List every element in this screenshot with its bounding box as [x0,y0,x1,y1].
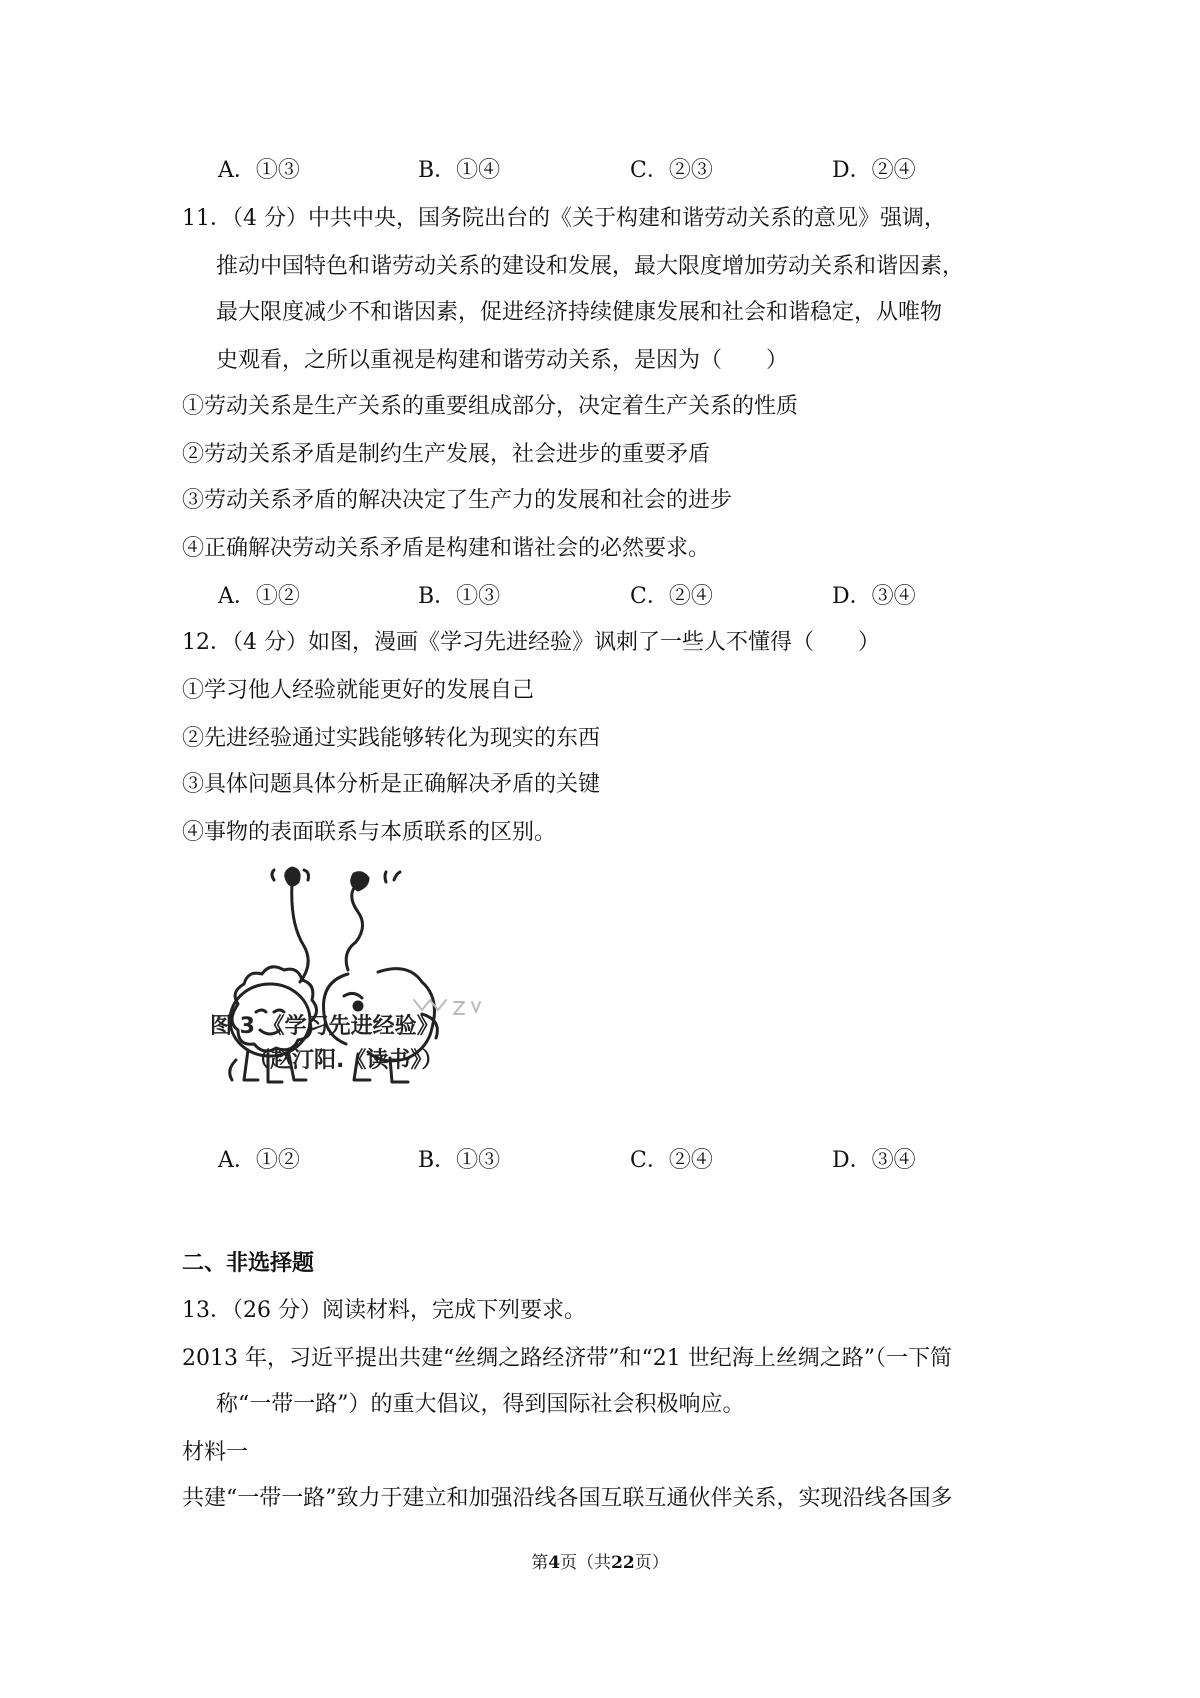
q11-option-b: B．①③ [418,584,501,609]
q12-statement-2: ②先进经验通过实践能够转化为现实的东西 [182,726,601,751]
q11-option-a: A．①② [218,584,300,609]
q10-option-b: B．①④ [418,158,501,183]
footer-middle: 页（共 [560,1553,612,1573]
q10-option-a: A．①③ [218,158,300,183]
q11-statement-3: ③劳动关系矛盾的解决决定了生产力的发展和社会的进步 [182,488,733,513]
figure-caption-title: 图 3 《学习先进经验》 [210,1014,439,1039]
q11-stem-line-3: 最大限度减少不和谐因素，促进经济持续健康发展和社会和谐稳定，从唯物 [216,300,943,325]
footer-prefix: 第 [531,1553,549,1573]
q11-option-c: C．②④ [630,584,713,609]
q13-intro-line-2: 称“一带一路”）的重大倡议，得到国际社会积极响应。 [216,1392,745,1417]
q12-option-b: B．①③ [418,1148,501,1173]
q12-option-a: A．①② [218,1148,300,1173]
q11-statement-1: ①劳动关系是生产关系的重要组成部分，决定着生产关系的性质 [182,394,799,419]
q12-statement-1: ①学习他人经验就能更好的发展自己 [182,678,535,703]
q11-statement-4: ④正确解决劳动关系矛盾是构建和谐社会的必然要求。 [182,536,711,561]
q11-stem-line-1: 11．（4 分）中共中央，国务院出台的《关于构建和谐劳动关系的意见》强调， [182,206,946,231]
q12-statement-4: ④事物的表面联系与本质联系的区别。 [182,820,557,845]
q11-stem-line-4: 史观看，之所以重视是构建和谐劳动关系，是因为（ ） [216,348,789,373]
q12-option-c: C．②④ [630,1148,713,1173]
q11-statement-2: ②劳动关系矛盾是制约生产发展，社会进步的重要矛盾 [182,442,711,467]
q13-intro-line-1: 2013 年，习近平提出共建“丝绸之路经济带”和“21 世纪海上丝绸之路”（一下简 [182,1346,952,1371]
material-label: 材料一 [182,1440,249,1465]
footer-page-number: 4 [548,1553,561,1573]
q11-option-d: D．③④ [832,584,916,609]
q10-option-c: C．②③ [630,158,713,183]
cartoon-figure [208,864,508,1144]
footer-total-pages: 22 [611,1553,635,1573]
q12-stem: 12．（4 分）如图，漫画《学习先进经验》讽刺了一些人不懂得（ ） [182,630,880,655]
footer-suffix: 页） [634,1553,669,1573]
q10-option-d: D．②④ [832,158,916,183]
q12-statement-3: ③具体问题具体分析是正确解决矛盾的关键 [182,772,601,797]
q13-stem: 13．（26 分）阅读材料，完成下列要求。 [182,1298,586,1323]
material-text: 共建“一带一路”致力于建立和加强沿线各国互联互通伙伴关系，实现沿线各国多 [182,1486,953,1511]
page-footer [0,1551,1200,1575]
figure-caption-source: （赵汀阳.《读书》） [248,1048,444,1073]
q11-stem-line-2: 推动中国特色和谐劳动关系的建设和发展，最大限度增加劳动关系和谐因素， [216,254,965,279]
section-title: 二、非选择题 [182,1250,315,1276]
q12-option-d: D．③④ [832,1148,916,1173]
